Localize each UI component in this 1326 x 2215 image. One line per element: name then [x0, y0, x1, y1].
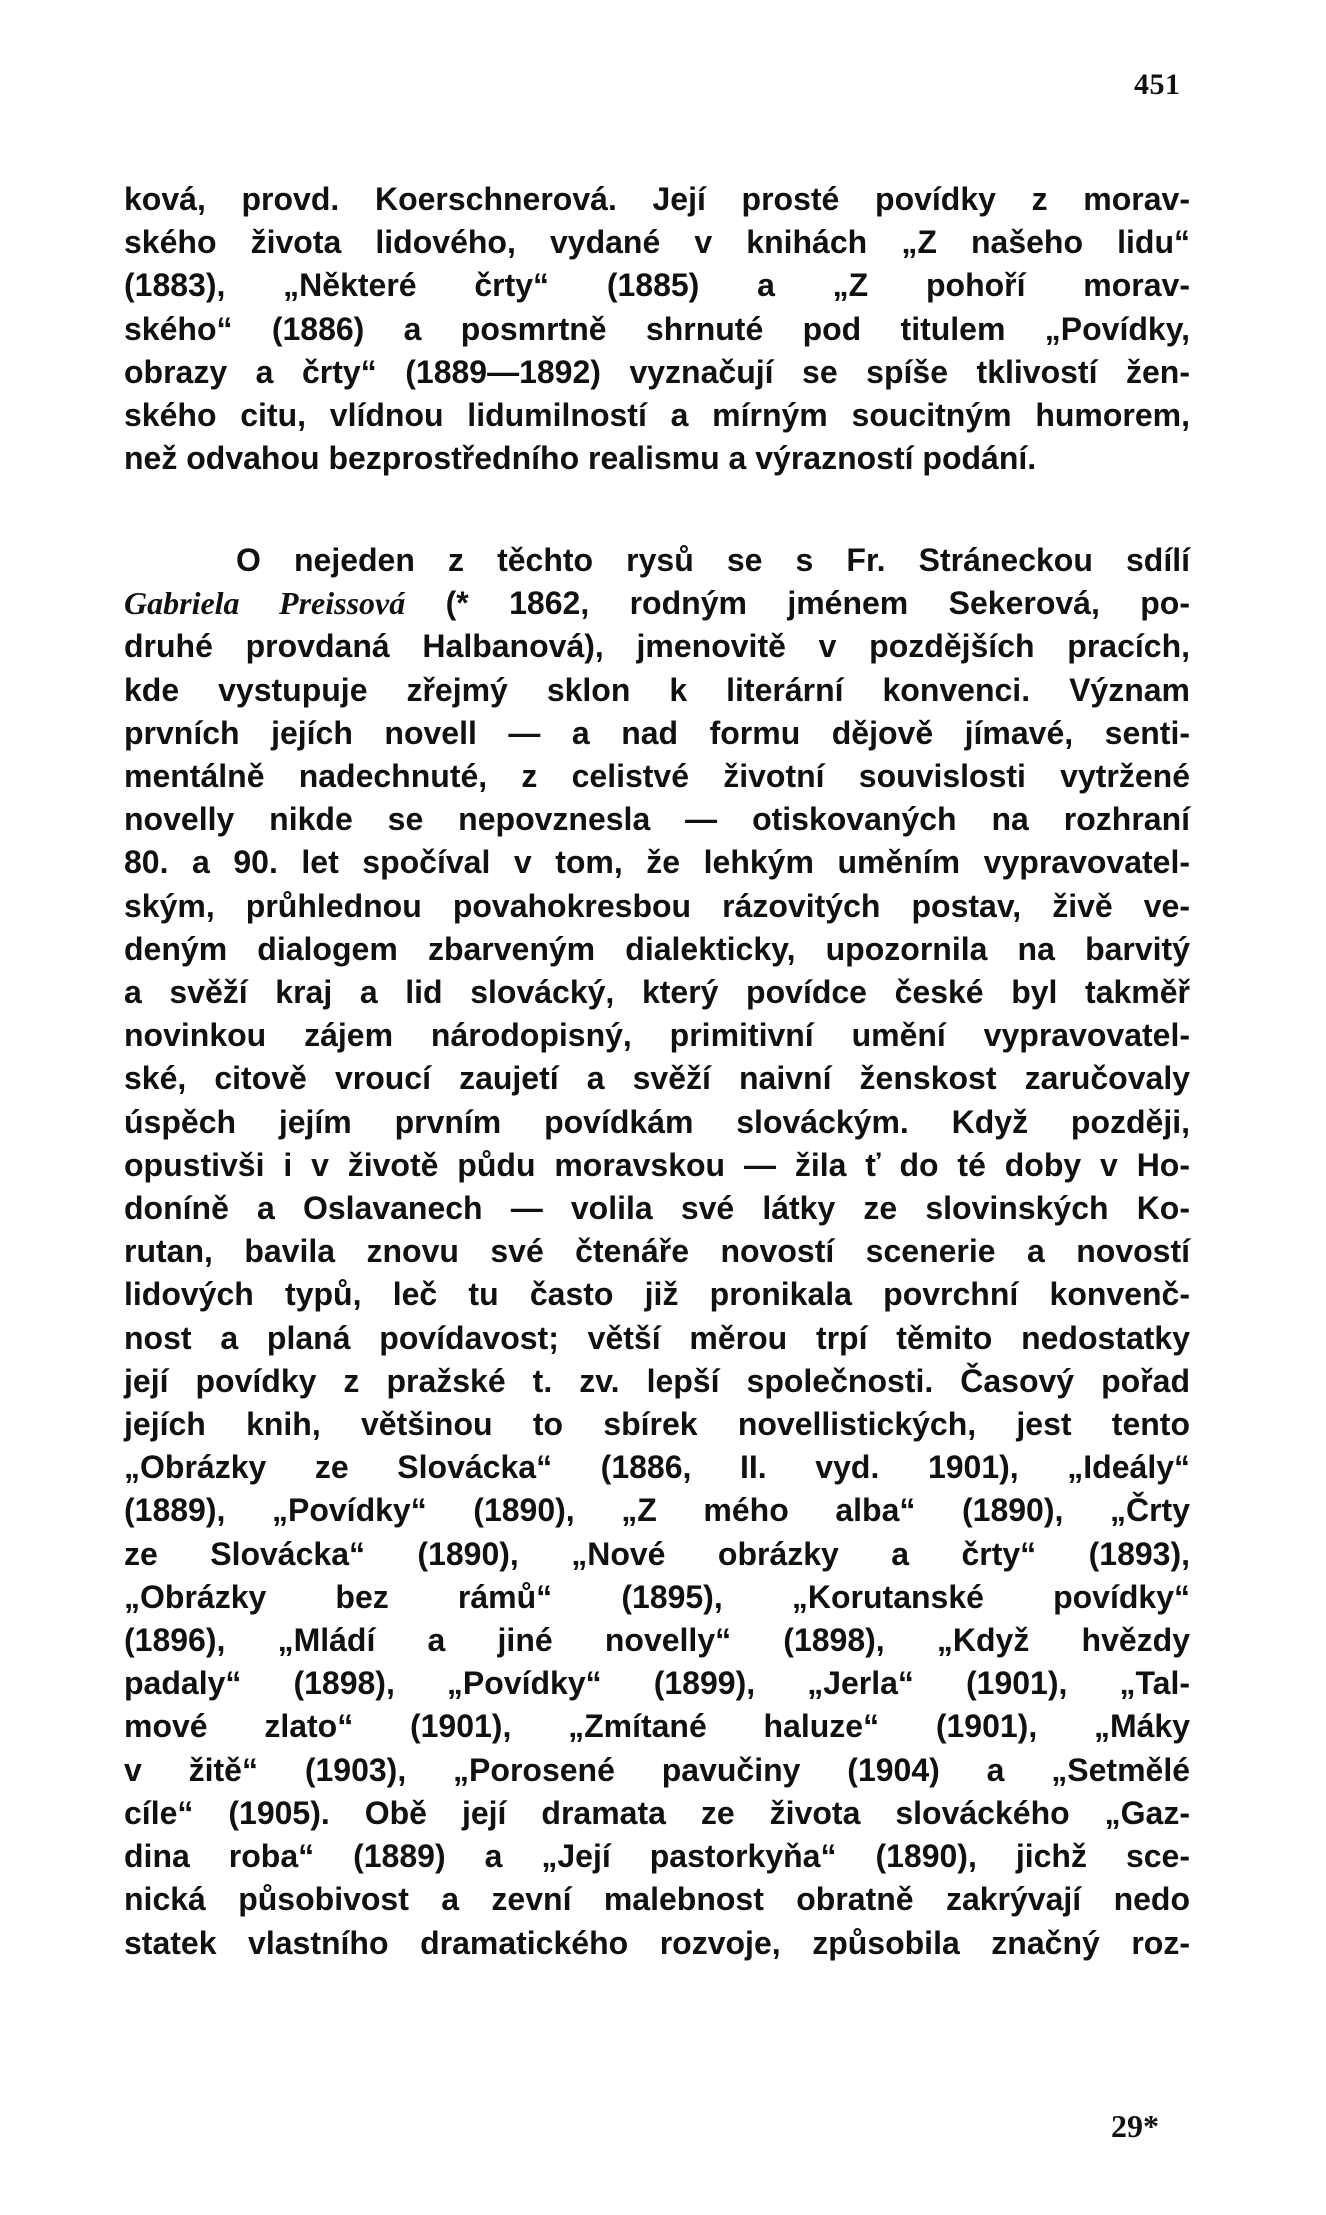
text-line: než odvahou bezprostředního realismu a výrazností podání. [124, 440, 1037, 477]
text-line: doníně a Oslavanech — volila své látky ze slovinských Ko- [124, 1190, 1190, 1227]
text-line: cíle“ (1905). Obě její dramata ze života slováckého „Gaz- [124, 1794, 1190, 1831]
text-line: obrazy a črty“ (1889—1892) vyznačují se spíše tklivostí žen- [124, 353, 1190, 390]
text-line: úspěch jejím prvním povídkám slováckým. Když později, [124, 1103, 1190, 1140]
text-line: novelly nikde se nepovznesla — otiskovaných na rozhraní [124, 801, 1190, 838]
text-line: opustivši i v životě půdu moravskou — žila ť do té doby v Ho- [124, 1146, 1190, 1183]
text-line: ského“ (1886) a posmrtně shrnuté pod titulem „Povídky, [124, 310, 1190, 347]
text-line: a svěží kraj a lid slovácký, který povídce české byl takměř [124, 974, 1190, 1011]
text-line: nost a planá povídavost; větší měrou trpí těmito nedostatky [124, 1319, 1190, 1356]
text-line: mové zlato“ (1901), „Zmítané haluze“ (1901), „Máky [124, 1708, 1190, 1745]
text-line: ského života lidového, vydané v knihách „Z našeho lidu“ [124, 224, 1190, 261]
text-line: kde vystupuje zřejmý sklon k literární konvenci. Význam [124, 671, 1190, 708]
text-line: prvních jejích novell — a nad formu dějově jímavé, senti- [124, 714, 1190, 751]
text-line: ková, provd. Koerschnerová. Její prosté povídky z morav- [124, 181, 1190, 217]
text-line: mentálně nadechnuté, z celistvé životní souvislosti vytržené [124, 758, 1190, 795]
page-number: 451 [1134, 68, 1181, 101]
paragraph-1 [124, 178, 1190, 480]
text-line: nická působivost a zevní malebnost obratně zakrývají nedo [124, 1881, 1190, 1918]
text-line: ské, citově vroucí zaujetí a svěží naivní ženskost zaručovaly [124, 1060, 1190, 1097]
text-line: „Obrázky ze Slovácka“ (1886, II. vyd. 1901), „Ideály“ [124, 1449, 1190, 1486]
text-line: v žitě“ (1903), „Porosené pavučiny (1904) a „Setmělé [124, 1751, 1190, 1788]
text-line: „Obrázky bez rámů“ (1895), „Korutanské povídky“ [124, 1578, 1190, 1615]
text-line: (1889), „Povídky“ (1890), „Z mého alba“ (1890), „Črty [124, 1492, 1190, 1529]
text-line: padaly“ (1898), „Povídky“ (1899), „Jerla“ (1901), „Tal- [124, 1665, 1190, 1702]
text-line: O nejeden z těchto rysů se s Fr. Stráneckou sdílí [236, 542, 1190, 578]
text-line: (1896), „Mládí a jiné novelly“ (1898), „Když hvězdy [124, 1622, 1190, 1659]
text-line: jejích knih, většinou to sbírek novellistických, jest tento [124, 1406, 1190, 1443]
text-line: její povídky z pražské t. zv. lepší společnosti. Časový pořad [124, 1362, 1190, 1399]
text-line: lidových typů, leč tu často již pronikala povrchní konvenč- [124, 1276, 1190, 1313]
text-fragment: (* 1862, rodným jménem Sekerová, po- [405, 585, 1191, 622]
text-line: druhé provdaná Halbanová), jmenovitě v pozdějších pracích, [124, 628, 1190, 665]
text-line: ského citu, vlídnou lidumilností a mírným soucitným humorem, [124, 397, 1190, 434]
text-line: statek vlastního dramatického rozvoje, způsobila značný roz- [124, 1924, 1190, 1961]
author-name: Gabriela Preissová [124, 585, 406, 622]
text-line: dina roba“ (1889) a „Její pastorkyňa“ (1890), jichž sce- [124, 1838, 1190, 1875]
paragraph-2 [124, 539, 1190, 1965]
text-line: 80. a 90. let spočíval v tom, že lehkým uměním vypravovatel- [124, 844, 1190, 881]
text-line: ze Slovácka“ (1890), „Nové obrázky a črty“ (1893), [124, 1535, 1190, 1572]
text-line-with-name [124, 582, 1190, 625]
text-line: deným dialogem zbarveným dialekticky, upozornila na barvitý [124, 930, 1190, 967]
text-line: novinkou zájem národopisný, primitivní umění vypravovatel- [124, 1017, 1190, 1054]
text-line: rutan, bavila znovu své čtenáře novostí scenerie a novostí [124, 1233, 1190, 1270]
text-line: (1883), „Některé črty“ (1885) a „Z pohoří morav- [124, 267, 1190, 304]
sheet-signature: 29* [1111, 2108, 1159, 2144]
text-line: ským, průhlednou povahokresbou rázovitých postav, živě ve- [124, 887, 1190, 924]
